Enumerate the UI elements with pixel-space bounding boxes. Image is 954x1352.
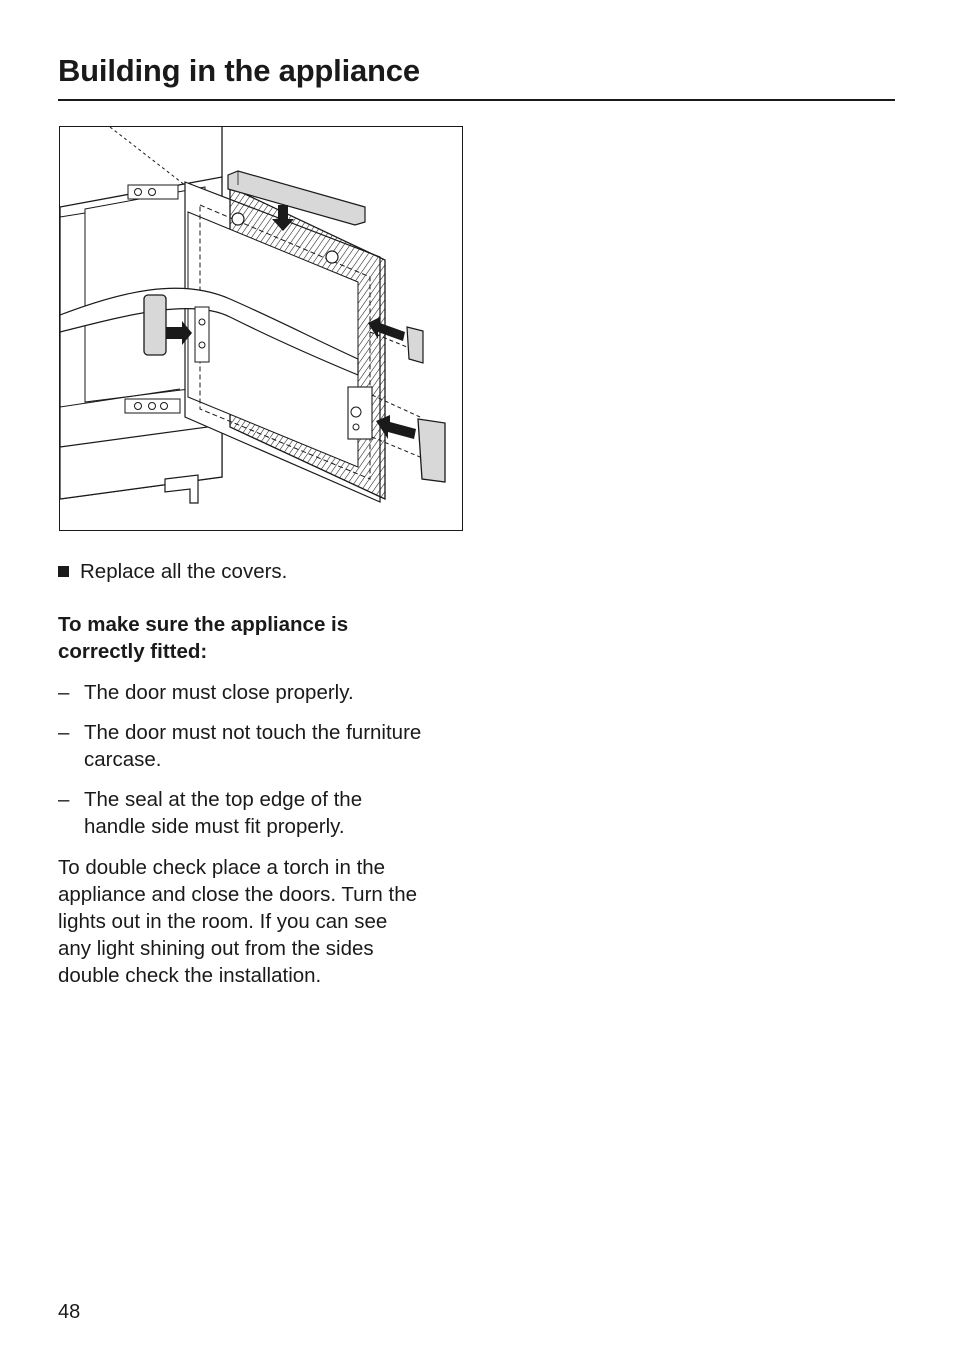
paragraph-line: double check the installation.	[58, 964, 322, 987]
paragraph-line: appliance and close the doors. Turn the	[58, 883, 417, 906]
torch-check-paragraph	[58, 854, 468, 989]
dash-marker: –	[58, 721, 70, 744]
list-item	[58, 786, 468, 840]
title-divider	[58, 99, 895, 101]
bullet-text: Replace all the covers.	[80, 560, 288, 583]
page-title: Building in the appliance	[58, 53, 420, 88]
list-item-line: carcase.	[84, 748, 162, 771]
check-heading-line: To make sure the appliance is	[58, 613, 349, 636]
installation-figure	[59, 126, 463, 531]
paragraph-line: To double check place a torch in the	[58, 856, 386, 879]
check-list	[58, 679, 468, 853]
list-item-line: The seal at the top edge of the	[84, 788, 363, 811]
paragraph-line: lights out in the room. If you can see	[58, 910, 388, 933]
installation-diagram-icon	[60, 127, 461, 529]
list-item	[58, 679, 468, 706]
page-number: 48	[58, 1301, 81, 1323]
list-item	[58, 719, 468, 773]
dash-marker: –	[58, 788, 70, 811]
bullet-item	[58, 558, 468, 585]
dash-marker: –	[58, 681, 70, 704]
check-heading-line: correctly fitted:	[58, 640, 208, 663]
paragraph-line: any light shining out from the sides	[58, 937, 374, 960]
check-heading	[58, 611, 468, 665]
list-item-line: The door must not touch the furniture	[84, 721, 422, 744]
bullet-square-icon	[58, 566, 69, 577]
list-item-line: handle side must fit properly.	[84, 815, 345, 838]
list-item-line: The door must close properly.	[84, 681, 354, 704]
